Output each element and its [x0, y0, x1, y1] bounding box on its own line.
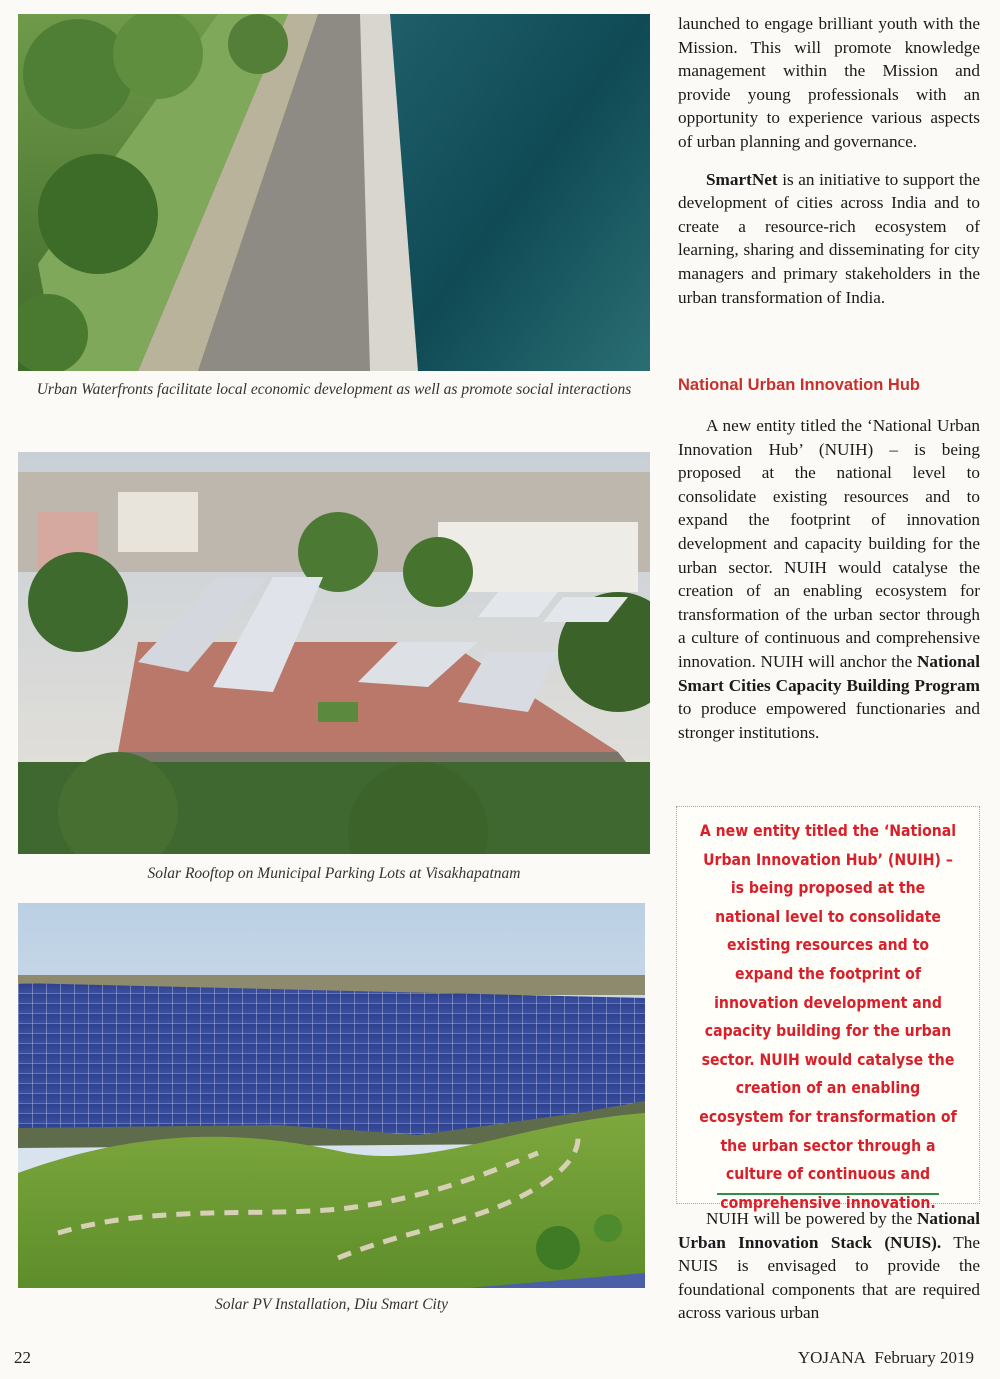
paragraph-nuih — [678, 414, 980, 744]
nuis-text-start: NUIH will be powered by the — [706, 1209, 917, 1228]
article-column-top — [678, 12, 980, 309]
solar-pv-caption: Solar PV Installation, Diu Smart City — [214, 1296, 449, 1313]
waterfront-caption: Urban Waterfronts facilitate local economic development as well as promote social interactions — [36, 381, 632, 398]
paragraph-smartnet — [678, 168, 980, 310]
paragraph-nuis — [678, 1207, 980, 1325]
page-number: 22 — [14, 1348, 31, 1367]
paragraph-youth: launched to engage brilliant youth with the Mission. This will promote knowledge management within the Mission and provide young professionals with an opportunity to experience various aspects of urban planning and governance. — [678, 14, 980, 151]
solar-rooftop-photo — [18, 452, 650, 854]
magazine-footer — [798, 1348, 974, 1368]
solar-pv-photo — [18, 903, 645, 1288]
magazine-name: YOJANA — [797, 1348, 866, 1367]
waterfront-photo — [18, 14, 650, 371]
pull-quote-box — [676, 806, 980, 1212]
article-column-middle — [678, 414, 980, 744]
section-heading: National Urban Innovation Hub — [678, 376, 920, 394]
smartnet-text: is an initiative to support the development of cities across India and to create a resource-rich ecosystem of learning, sharing and disseminating for city managers and primary stakeholders in the urban transformation of India. — [678, 169, 980, 307]
nuis-term: National Urban Innovation Stack (NUIS). — [678, 1209, 980, 1252]
capacity-program-term: National Smart Cities Capacity Building Program — [678, 651, 980, 695]
pull-quote-text: A new entity titled the ‘National Urban Innovation Hub’ (NUIH) – is being proposed at the national level to consolidate existing resources and to expand the footprint of innovation development and capacity building for the urban sector. NUIH would catalyse the creation of an enabling ecosystem for transformation of the urban sector through a culture of continuous and comprehensive innovation. — [699, 821, 957, 1212]
nuih-text-end: to produce empowered functionaries and stronger institutions. — [678, 699, 980, 742]
smartnet-term: SmartNet — [706, 169, 778, 189]
issue-date: February 2019 — [874, 1348, 974, 1367]
nuih-text: A new entity titled the ‘National Urban Innovation Hub’ (NUIH) – is being proposed at the national level to consolidate existing resources and to expand the footprint of innovation development and capacity building for the urban sector. NUIH would catalyse the creation of an enabling ecosystem for transformation of the urban sector through a culture of continuous and comprehensive innovation. NUIH will anchor the — [678, 416, 980, 671]
solar-rooftop-caption: Solar Rooftop on Municipal Parking Lots at Visakhapatnam — [147, 865, 521, 882]
article-column-bottom — [678, 1207, 980, 1325]
nuis-text-end: The NUIS is envisaged to provide the foundational components that are required across various urban — [678, 1232, 980, 1323]
